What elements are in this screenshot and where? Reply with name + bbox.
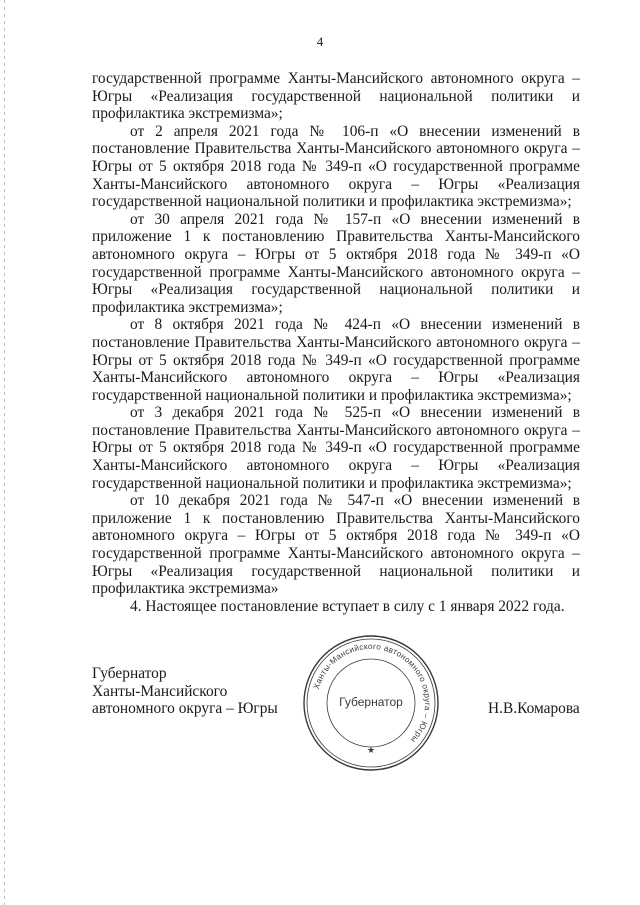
page-edge-line xyxy=(4,0,5,905)
signatory-title xyxy=(92,665,278,718)
signatory-title-line: Губернатор xyxy=(92,665,167,682)
paragraph-continuation: государственной программе Ханты-Мансийского автономного округа – Югры «Реализация государственной национальной политики и профилактика экстремизма»; xyxy=(92,70,580,123)
paragraph-effective-date: 4. Настоящее постановление вступает в силу с 1 января 2022 года. xyxy=(130,597,565,615)
seal-star-icon: ★ xyxy=(366,745,376,755)
paragraph-amendment-157: от 30 апреля 2021 года № 157-п «О внесении изменений в приложение 1 к постановлению Правительства Ханты-Мансийского автономного округа – Югры от 5 октября 2018 года № 349-п «О государственной программе Ханты-Мансийского автономного округа – Югры «Реализация государственной национальной политики и профилактика экстремизма»; xyxy=(92,210,580,316)
signatory-name: Н.В.Комарова xyxy=(488,700,580,717)
seal-outer-text: Ханты-Мансийского автономного округа – Югры xyxy=(311,641,433,745)
paragraph-amendment-424: от 8 октября 2021 года № 424-п «О внесении изменений в постановление Правительства Ханты-Мансийского автономного округа – Югры от 5 октября 2018 года № 349-п «О государственной программе Ханты-Мансийского автономного округа – Югры «Реализация государственной национальной политики и профилактика экстремизма»; xyxy=(92,316,580,404)
document-body xyxy=(92,70,580,615)
signatory-title-line: автономного округа – Югры xyxy=(92,700,278,718)
paragraph-amendment-525: от 3 декабря 2021 года № 525-п «О внесении изменений в постановление Правительства Ханты-Мансийского автономного округа – Югры от 5 октября 2018 года № 349-п «О государственной программе Ханты-Мансийского автономного округа – Югры «Реализация государственной национальной политики и профилактика экстремизма»; xyxy=(92,404,580,492)
signatory-title-line: Ханты-Мансийского xyxy=(92,682,228,700)
paragraph-amendment-547: от 10 декабря 2021 года № 547-п «О внесении изменений в приложение 1 к постановлению Правительства Ханты-Мансийского автономного округа – Югры от 5 октября 2018 года № 349-п «О государственной программе Ханты-Мансийского автономного округа – Югры «Реализация государственной национальной политики и профилактика экстремизма» xyxy=(92,492,580,598)
page-number: 4 xyxy=(316,34,324,49)
official-seal xyxy=(300,632,442,774)
paragraph-amendment-106: от 2 апреля 2021 года № 106-п «О внесении изменений в постановление Правительства Ханты-Мансийского автономного округа – Югры от 5 октября 2018 года № 349-п «О государственной программе Ханты-Мансийского автономного округа – Югры «Реализация государственной национальной политики и профилактика экстремизма»; xyxy=(92,122,580,211)
seal-center-text: Губернатор xyxy=(339,695,403,709)
